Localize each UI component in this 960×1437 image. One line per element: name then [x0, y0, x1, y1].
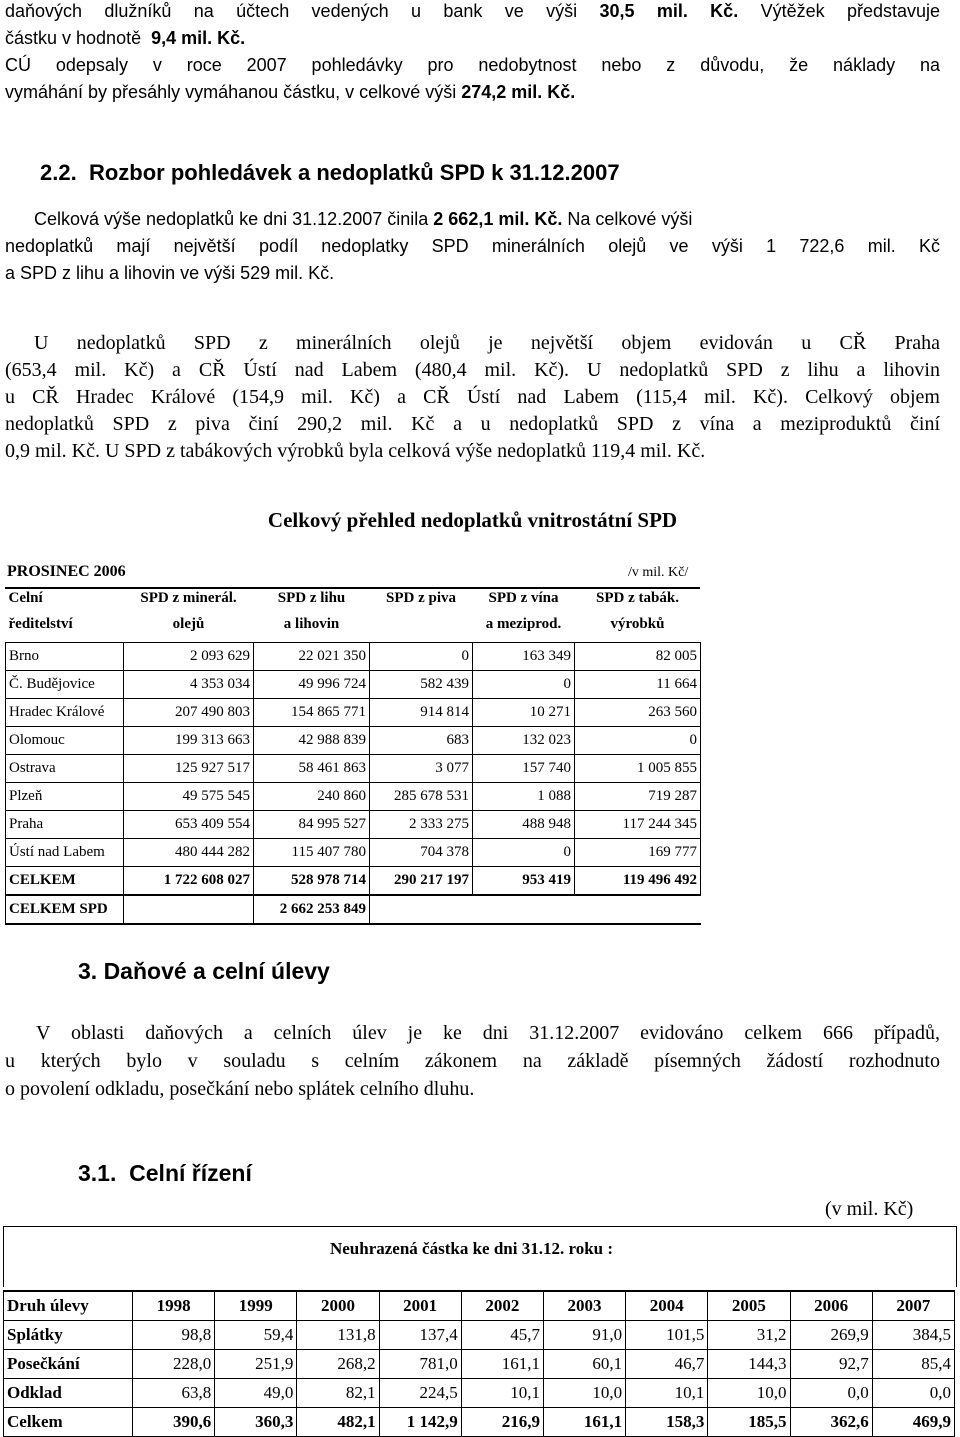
table-cell: 91,0 [543, 1321, 625, 1350]
year-header: 2006 [790, 1291, 872, 1321]
table2-caption: Neuhrazená částka ke dni 31.12. roku : [329, 1239, 614, 1258]
header-mineral-oils: SPD z minerál. [140, 590, 237, 606]
table-cell: 199 313 663 [124, 727, 254, 755]
year-header: 1999 [215, 1291, 297, 1321]
section-heading-3: 3. Daňové a celní úlevy [78, 958, 330, 984]
table2-header-row [4, 1291, 955, 1321]
para3-line-2: u kterých bylo v souladu s celním zákonem na základě písemných žádostí rozhodnuto [5, 1050, 940, 1072]
intro-line-4: vymáhání by přesáhly vymáhanou částku, v celkové výši 274,2 mil. Kč. [5, 82, 576, 102]
table-cell: 228,0 [133, 1350, 215, 1379]
table-cell: 482,1 [297, 1408, 379, 1437]
section-heading-3-1: 3.1. Celní řízení [78, 1160, 252, 1186]
table-cell: 240 860 [254, 783, 370, 811]
table-cell: 84 995 527 [254, 811, 370, 839]
table-cell: 1 142,9 [379, 1408, 461, 1437]
table-cell: 653 409 554 [124, 811, 254, 839]
table-cell: 480 444 282 [124, 839, 254, 867]
table-cell: 0 [370, 643, 473, 671]
table-cell: Ústí nad Labem [6, 839, 124, 867]
table-cell: 1 005 855 [575, 755, 701, 783]
table-row [6, 839, 701, 867]
table-cell: 914 814 [370, 699, 473, 727]
table-cell: 49 996 724 [254, 671, 370, 699]
table-cell: 42 988 839 [254, 727, 370, 755]
arrears-table [5, 590, 701, 925]
table1-header-row-1 [6, 590, 701, 616]
table-cell: 582 439 [370, 671, 473, 699]
table-cell: 82 005 [575, 643, 701, 671]
table-cell: 263 560 [575, 699, 701, 727]
table1-unit: /v mil. Kč/ [628, 565, 689, 580]
table-cell: 185,5 [708, 1408, 790, 1437]
table-cell: 269,9 [790, 1321, 872, 1350]
table1-period: PROSINEC 2006 [7, 563, 126, 580]
table-cell: 45,7 [461, 1321, 543, 1350]
table-cell: 92,7 [790, 1350, 872, 1379]
table-row [4, 1321, 955, 1350]
table-cell: 46,7 [626, 1350, 708, 1379]
table-cell: 362,6 [790, 1408, 872, 1437]
table-cell: 0 [473, 671, 575, 699]
table-cell: Č. Budějovice [6, 671, 124, 699]
table-cell: 683 [370, 727, 473, 755]
year-header: 1998 [133, 1291, 215, 1321]
table-cell: 0,0 [872, 1379, 954, 1408]
table-cell: 290 217 197 [370, 867, 473, 896]
header-beer-2 [370, 616, 473, 643]
table-row [6, 643, 701, 671]
header-wine-2: a meziprod. [485, 616, 562, 632]
table-row [4, 1408, 955, 1437]
table-cell: 60,1 [543, 1350, 625, 1379]
table-cell: 49,0 [215, 1379, 297, 1408]
table-cell: 22 021 350 [254, 643, 370, 671]
table1-header-row-2 [6, 616, 701, 643]
table-cell: 0 [473, 839, 575, 867]
year-header: 2001 [379, 1291, 461, 1321]
table-row [6, 671, 701, 699]
table-row [6, 699, 701, 727]
table2-caption-box [3, 1226, 957, 1287]
table-cell: 161,1 [461, 1350, 543, 1379]
table-cell: 2 662 253 849 [254, 895, 370, 924]
row-label: Posečkání [4, 1350, 133, 1379]
table-cell: 157 740 [473, 755, 575, 783]
table-cell: 58 461 863 [254, 755, 370, 783]
intro-line-3: CÚ odepsaly v roce 2007 pohledávky pro nedobytnost nebo z důvodu, že náklady na [5, 55, 940, 75]
table-cell: 137,4 [379, 1321, 461, 1350]
table-cell: 10,0 [543, 1379, 625, 1408]
header-customs-office-2: ředitelství [8, 616, 73, 632]
table2-unit: (v mil. Kč) [825, 1198, 914, 1220]
table-cell: 285 678 531 [370, 783, 473, 811]
table-cell: 390,6 [133, 1408, 215, 1437]
header-mineral-oils-2: olejů [172, 616, 205, 632]
table-cell: 781,0 [379, 1350, 461, 1379]
table-cell [370, 895, 473, 924]
table-row [6, 755, 701, 783]
table-cell: 131,8 [297, 1321, 379, 1350]
table-cell: 49 575 545 [124, 783, 254, 811]
table-cell: 163 349 [473, 643, 575, 671]
table-cell: 1 722 608 027 [124, 867, 254, 896]
year-header: 2003 [543, 1291, 625, 1321]
table-cell: 216,9 [461, 1408, 543, 1437]
table1-total-row [6, 867, 701, 896]
table-cell: 1 088 [473, 783, 575, 811]
table-cell [124, 895, 254, 924]
table-cell: 82,1 [297, 1379, 379, 1408]
table-cell: 4 353 034 [124, 671, 254, 699]
row-label: Splátky [4, 1321, 133, 1350]
table-row [4, 1350, 955, 1379]
table-cell: Plzeň [6, 783, 124, 811]
table-cell: 11 664 [575, 671, 701, 699]
table-cell: 85,4 [872, 1350, 954, 1379]
table-row [6, 727, 701, 755]
para3-line-1: V oblasti daňových a celních úlev je ke dni 31.12.2007 evidováno celkem 666 případů, [36, 1022, 940, 1044]
table1-total-spd-row [6, 895, 701, 924]
customs-relief-table [3, 1290, 955, 1437]
header-customs-office: Celní [8, 590, 43, 606]
table-cell: Hradec Králové [6, 699, 124, 727]
para2-line-1: U nedoplatků SPD z minerálních olejů je největší objem evidován u CŘ Praha [34, 332, 940, 354]
table-cell: 207 490 803 [124, 699, 254, 727]
table-cell: 59,4 [215, 1321, 297, 1350]
row-label: Celkem [4, 1408, 133, 1437]
table-cell [473, 895, 575, 924]
year-header: 2007 [872, 1291, 954, 1321]
section-heading-2-2: 2.2. Rozbor pohledávek a nedoplatků SPD k 31.12.2007 [40, 160, 620, 185]
table-cell: Olomouc [6, 727, 124, 755]
para2-line-2: (653,4 mil. Kč) a CŘ Ústí nad Labem (480,4 mil. Kč). U nedoplatků SPD z lihu a lihovin [5, 359, 940, 381]
header-spirits-2: a lihovin [283, 616, 340, 632]
year-header: 2004 [626, 1291, 708, 1321]
table-cell: 2 093 629 [124, 643, 254, 671]
para3-line-3: o povolení odkladu, posečkání nebo splátek celního dluhu. [5, 1078, 475, 1100]
header-wine: SPD z vína [488, 590, 559, 606]
header-relief-type: Druh úlevy [4, 1291, 133, 1321]
para1-line-1: Celková výše nedoplatků ke dni 31.12.2007 činila 2 662,1 mil. Kč. Na celkové výši [34, 209, 693, 229]
row-label: Odklad [4, 1379, 133, 1408]
table-row [6, 783, 701, 811]
year-header: 2000 [297, 1291, 379, 1321]
table-cell: 31,2 [708, 1321, 790, 1350]
table-cell: 10,0 [708, 1379, 790, 1408]
table-cell: 488 948 [473, 811, 575, 839]
table-cell: 169 777 [575, 839, 701, 867]
table-cell: Ostrava [6, 755, 124, 783]
table-cell: 144,3 [708, 1350, 790, 1379]
table-cell: Brno [6, 643, 124, 671]
table-cell: 115 407 780 [254, 839, 370, 867]
table-cell: 158,3 [626, 1408, 708, 1437]
table-cell: 953 419 [473, 867, 575, 896]
table1-top-rule [5, 587, 700, 589]
table-cell: 384,5 [872, 1321, 954, 1350]
table-cell: 704 378 [370, 839, 473, 867]
table-cell: 117 244 345 [575, 811, 701, 839]
table-cell: 10,1 [461, 1379, 543, 1408]
table-cell: 154 865 771 [254, 699, 370, 727]
intro-line-1: daňových dlužníků na účtech vedených u bank ve výši 30,5 mil. Kč. Výtěžek představuje [5, 1, 941, 21]
table-cell: 719 287 [575, 783, 701, 811]
table-cell: 3 077 [370, 755, 473, 783]
table-cell: 360,3 [215, 1408, 297, 1437]
table-cell: 224,5 [379, 1379, 461, 1408]
para2-line-3: u CŘ Hradec Králové (154,9 mil. Kč) a CŘ Ústí nad Labem (115,4 mil. Kč). Celkový objem [5, 386, 940, 408]
table-cell: CELKEM SPD [6, 895, 124, 924]
table-cell: 251,9 [215, 1350, 297, 1379]
para1-line-2: nedoplatků mají největší podíl nedoplatky SPD minerálních olejů ve výši 1 722,6 mil. Kč [5, 236, 940, 256]
table-cell: 63,8 [133, 1379, 215, 1408]
para2-line-4: nedoplatků SPD z piva činí 290,2 mil. Kč a u nedoplatků SPD z vína a meziproduktů činí [5, 413, 940, 435]
para1-line-3: a SPD z lihu a lihovin ve výši 529 mil. Kč. [5, 263, 335, 283]
table-cell: 10 271 [473, 699, 575, 727]
header-beer: SPD z piva [385, 590, 456, 606]
table-cell [575, 895, 701, 924]
table-cell: 469,9 [872, 1408, 954, 1437]
table-cell: 119 496 492 [575, 867, 701, 896]
table-row [4, 1379, 955, 1408]
header-tobacco: SPD z tabák. [596, 590, 679, 606]
table-cell: 2 333 275 [370, 811, 473, 839]
table-cell: 528 978 714 [254, 867, 370, 896]
header-tobacco-2: výrobků [610, 616, 665, 632]
table-cell: 125 927 517 [124, 755, 254, 783]
table1-title: Celkový přehled nedoplatků vnitrostátní SPD [267, 508, 678, 532]
table-cell: 161,1 [543, 1408, 625, 1437]
table-row [6, 811, 701, 839]
table-cell: 268,2 [297, 1350, 379, 1379]
table-cell: 10,1 [626, 1379, 708, 1408]
table-cell: 101,5 [626, 1321, 708, 1350]
table-cell: 132 023 [473, 727, 575, 755]
table-cell: CELKEM [6, 867, 124, 896]
year-header: 2005 [708, 1291, 790, 1321]
intro-line-2: částku v hodnotě 9,4 mil. Kč. [5, 28, 246, 48]
table-cell: 0,0 [790, 1379, 872, 1408]
table-cell: 0 [575, 727, 701, 755]
year-header: 2002 [461, 1291, 543, 1321]
para2-line-5: 0,9 mil. Kč. U SPD z tabákových výrobků byla celková výše nedoplatků 119,4 mil. Kč. [5, 440, 706, 462]
header-spirits: SPD z lihu [277, 590, 346, 606]
table-cell: 98,8 [133, 1321, 215, 1350]
table-cell: Praha [6, 811, 124, 839]
